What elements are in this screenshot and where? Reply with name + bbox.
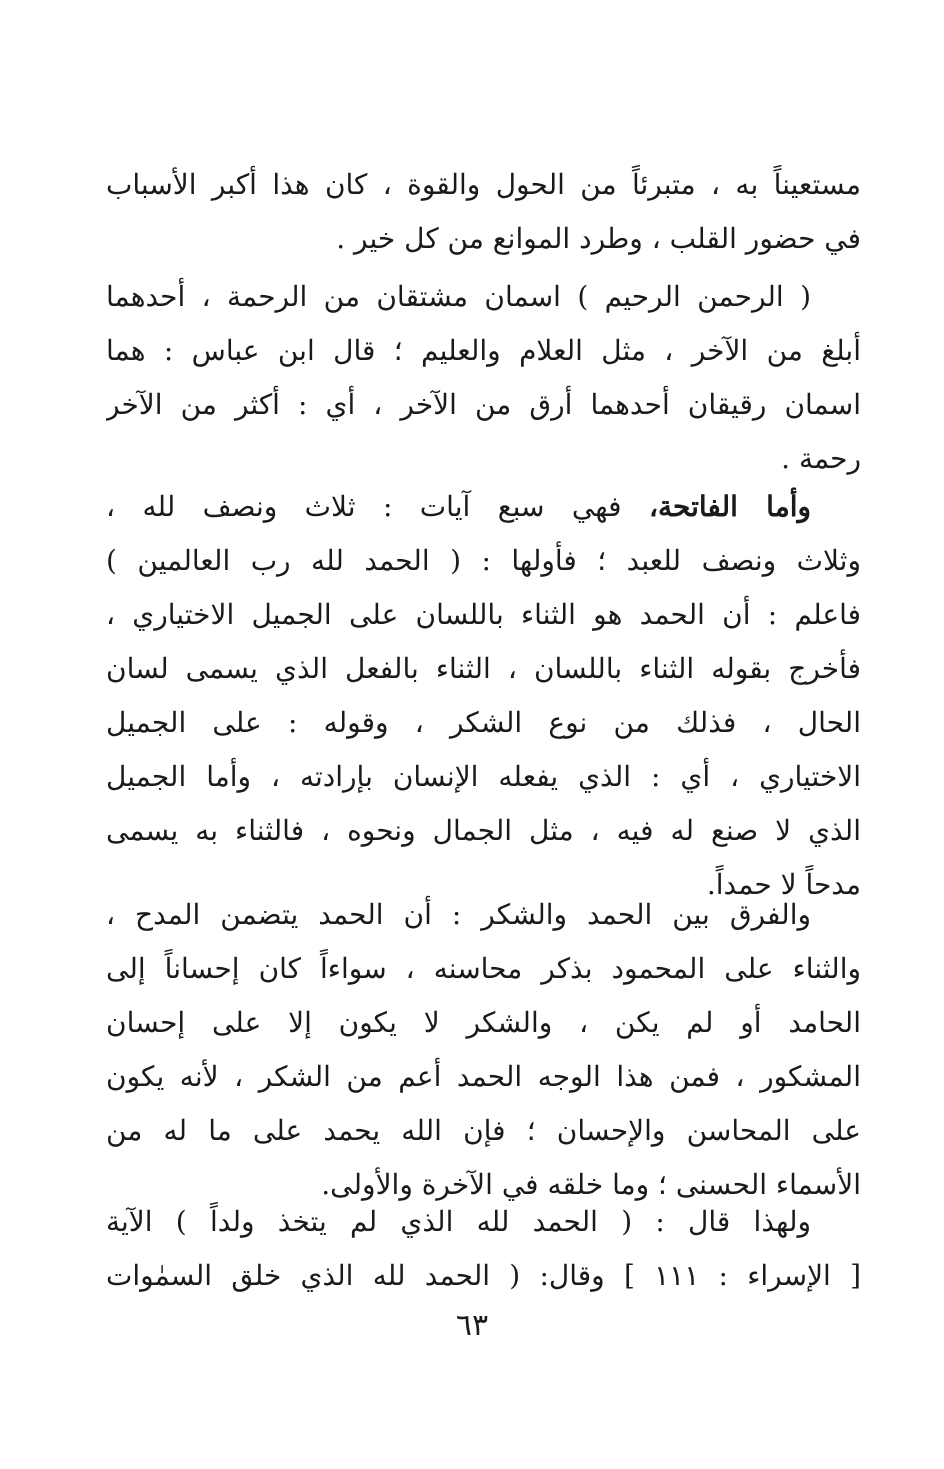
text-line: الحال ، فذلك من نوع الشكر ، وقوله : على الجميل bbox=[106, 706, 861, 739]
paragraph-5 bbox=[106, 1195, 861, 1303]
text-line: اسمان رقيقان أحدهما أرق من الآخر ، أي : أكثر من الآخر bbox=[106, 388, 861, 421]
text-line: الذي لا صنع له فيه ، مثل الجمال ونحوه ، فالثناء به يسمى bbox=[106, 814, 861, 847]
paragraph-2 bbox=[106, 270, 861, 486]
text-line: ( الرحمن الرحيم ) اسمان مشتقان من الرحمة ، أحدهما bbox=[106, 280, 811, 313]
text-line: والثناء على المحمود بذكر محاسنه ، سواءاً كان إحساناً إلى bbox=[106, 952, 861, 985]
paragraph-4 bbox=[106, 888, 861, 1212]
text-line: الأسماء الحسنى ؛ وما خلقه في الآخرة والأولى. bbox=[321, 1168, 861, 1201]
paragraph-1 bbox=[106, 158, 861, 266]
page-number: ٦٣ bbox=[455, 1308, 489, 1343]
text-line: ولهذا قال : ( الحمد لله الذي لم يتخذ ولداً ) الآية bbox=[106, 1205, 811, 1238]
paragraph-3 bbox=[106, 480, 861, 912]
text-line: فأخرج بقوله الثناء باللسان ، الثناء بالفعل الذي يسمى لسان bbox=[106, 652, 861, 685]
text-line: الحامد أو لم يكن ، والشكر لا يكون إلا على إحسان bbox=[106, 1006, 861, 1039]
text-line: مدحاً لا حمداً. bbox=[706, 868, 861, 901]
text-line bbox=[106, 480, 861, 534]
text-line: فاعلم : أن الحمد هو الثناء باللسان على الجميل الاختياري ، bbox=[106, 598, 861, 631]
bold-lead: وأما الفاتحة، bbox=[648, 490, 812, 523]
text-line: المشكور ، فمن هذا الوجه الحمد أعم من الشكر ، لأنه يكون bbox=[106, 1060, 861, 1093]
lead-rest: فهي سبع آيات : ثلاث ونصف لله ، bbox=[106, 490, 649, 523]
text-line: أبلغ من الآخر ، مثل العلام والعليم ؛ قال ابن عباس : هما bbox=[106, 334, 861, 367]
text-line: والفرق بين الحمد والشكر : أن الحمد يتضمن المدح ، bbox=[106, 898, 811, 931]
text-line: على المحاسن والإحسان ؛ فإن الله يحمد على ما له من bbox=[106, 1114, 861, 1147]
text-line: الاختياري ، أي : الذي يفعله الإنسان بإرادته ، وأما الجميل bbox=[106, 760, 861, 793]
text-line: [ الإسراء : ١١١ ] وقال: ( الحمد لله الذي خلق السمٰوات bbox=[106, 1259, 861, 1292]
text-line: رحمة . bbox=[781, 442, 861, 475]
text-line: مستعيناً به ، متبرئاً من الحول والقوة ، كان هذا أكبر الأسباب bbox=[106, 168, 861, 201]
text-line: وثلاث ونصف للعبد ؛ فأولها : ( الحمد لله رب العالمين ) bbox=[106, 544, 861, 577]
text-line: في حضور القلب ، وطرد الموانع من كل خير . bbox=[336, 222, 861, 255]
